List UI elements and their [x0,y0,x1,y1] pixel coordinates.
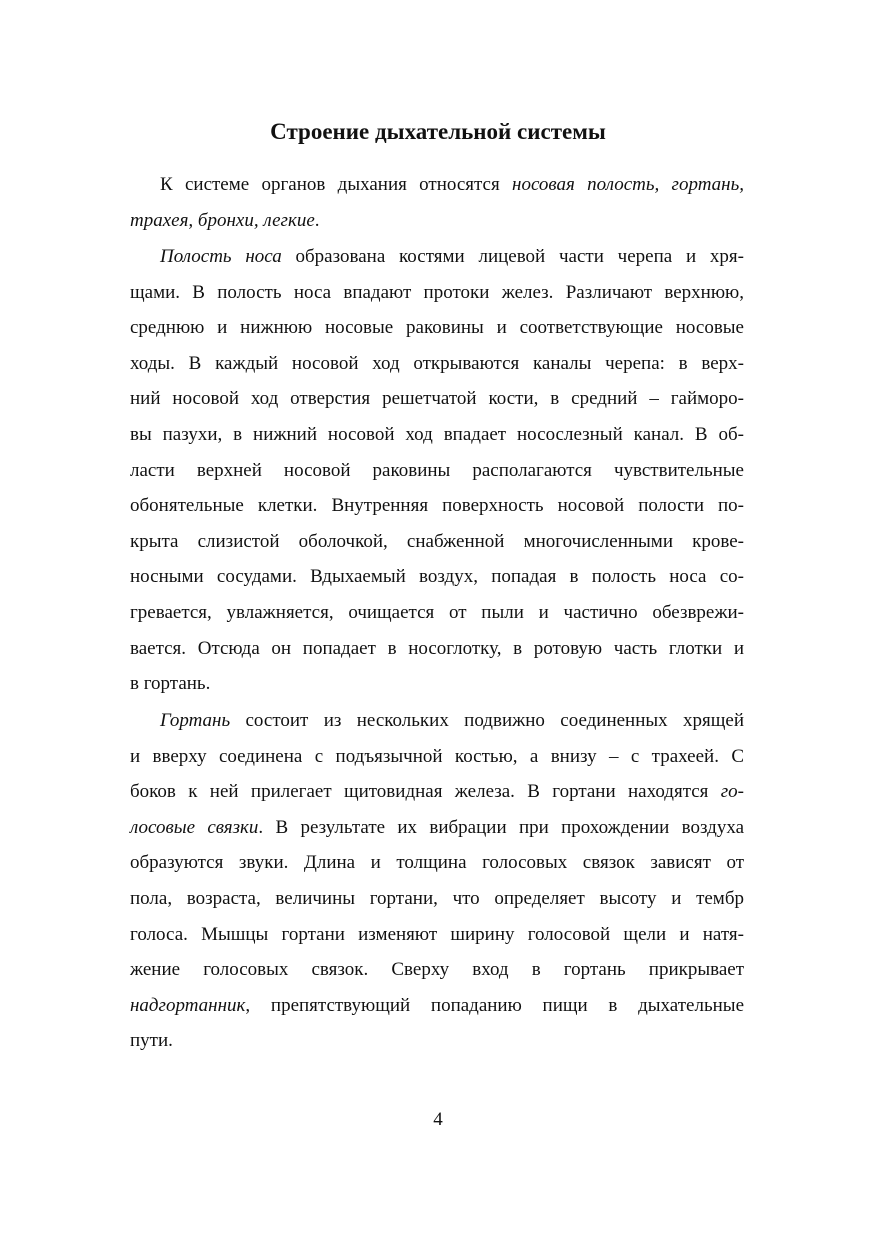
text-segment: пола, возраста, величины гортани, что определяет высоту и тембр [130,887,744,909]
paragraph-larynx [130,703,744,1059]
text-segment: и вверху соединена с подъязычной костью, а внизу – с трахеей. С [130,745,744,767]
text-segment: крыта слизистой оболочкой, снабженной многочисленными крове- [130,530,744,552]
text-segment: . [314,209,320,231]
text-line [130,739,744,775]
text-segment: К системе органов дыхания относятся [160,174,513,195]
text-line [130,988,744,1024]
italic-term: трахея, бронхи, легкие [130,209,315,231]
text-line [130,417,744,453]
page-title: Строение дыхательной системы [270,119,606,144]
text-line [130,310,744,346]
text-line [130,346,744,382]
text-segment: гревается, увлажняется, очищается от пыли и частично обезврежи- [130,601,744,623]
paragraph-intro [130,167,744,238]
text-segment: ходы. В каждый носовой ход открываются каналы черепа: в верх- [130,352,744,374]
text-segment: щами. В полость носа впадают протоки желез. Различают верхнюю, [130,281,744,303]
text-segment: . В результате их вибрации при прохождении воздуха [258,816,745,838]
text-segment: состоит из нескольких подвижно соединенных хрящей [230,710,744,731]
text-line [130,203,744,239]
text-line [130,1023,744,1059]
italic-term: лосовые связки [130,816,259,838]
text-segment: ний носовой ход отверстия решетчатой кости, в средний – гайморо- [130,388,744,410]
text-segment: , препятствующий попаданию пищи в дыхательные [245,994,744,1016]
text-line [130,666,744,702]
text-segment: пути. [130,1030,173,1052]
text-segment: образуются звуки. Длина и толщина голосовых связок зависят от [130,852,744,874]
text-segment: боков к ней прилегает щитовидная железа. В гортани находятся [130,781,721,803]
text-segment: носными сосудами. Вдыхаемый воздух, попадая в полость носа со- [130,566,744,588]
text-line [130,239,744,275]
text-line [130,774,744,810]
text-line [130,845,744,881]
text-line [130,559,744,595]
text-segment: обонятельные клетки. Внутренняя поверхность носовой полости по- [130,495,744,517]
text-segment: жение голосовых связок. Сверху вход в гортань прикрывает [130,959,744,981]
text-line [130,810,744,846]
text-line [130,952,744,988]
text-line [130,167,744,203]
page-number: 4 [433,1109,443,1130]
text-segment: ласти верхней носовой раковины располагаются чувствительные [130,459,744,481]
text-segment: голоса. Мышцы гортани изменяют ширину голосовой щели и натя- [130,923,744,945]
text-line [130,595,744,631]
italic-term: носовая полость, гортань, [512,174,744,195]
text-line [130,917,744,953]
text-line [130,524,744,560]
italic-term: Гортань [160,710,231,731]
text-segment: в гортань. [130,673,211,695]
text-line [130,703,744,739]
text-segment: вается. Отсюда он попадает в носоглотку, в ротовую часть глотки и [130,637,744,659]
italic-term: го- [720,781,744,803]
text-line [130,631,744,667]
text-segment: среднюю и нижнюю носовые раковины и соответствующие носовые [130,317,744,339]
text-line [130,453,744,489]
text-segment: образована костями лицевой части черепа и хря- [281,246,744,267]
text-line [130,275,744,311]
italic-term: Полость носа [160,246,282,267]
paragraph-nasal-cavity [130,239,744,702]
text-line [130,881,744,917]
text-line [130,381,744,417]
text-line [130,488,744,524]
italic-term: надгортанник [130,994,246,1016]
text-segment: вы пазухи, в нижний носовой ход впадает носослезный канал. В об- [130,423,744,445]
